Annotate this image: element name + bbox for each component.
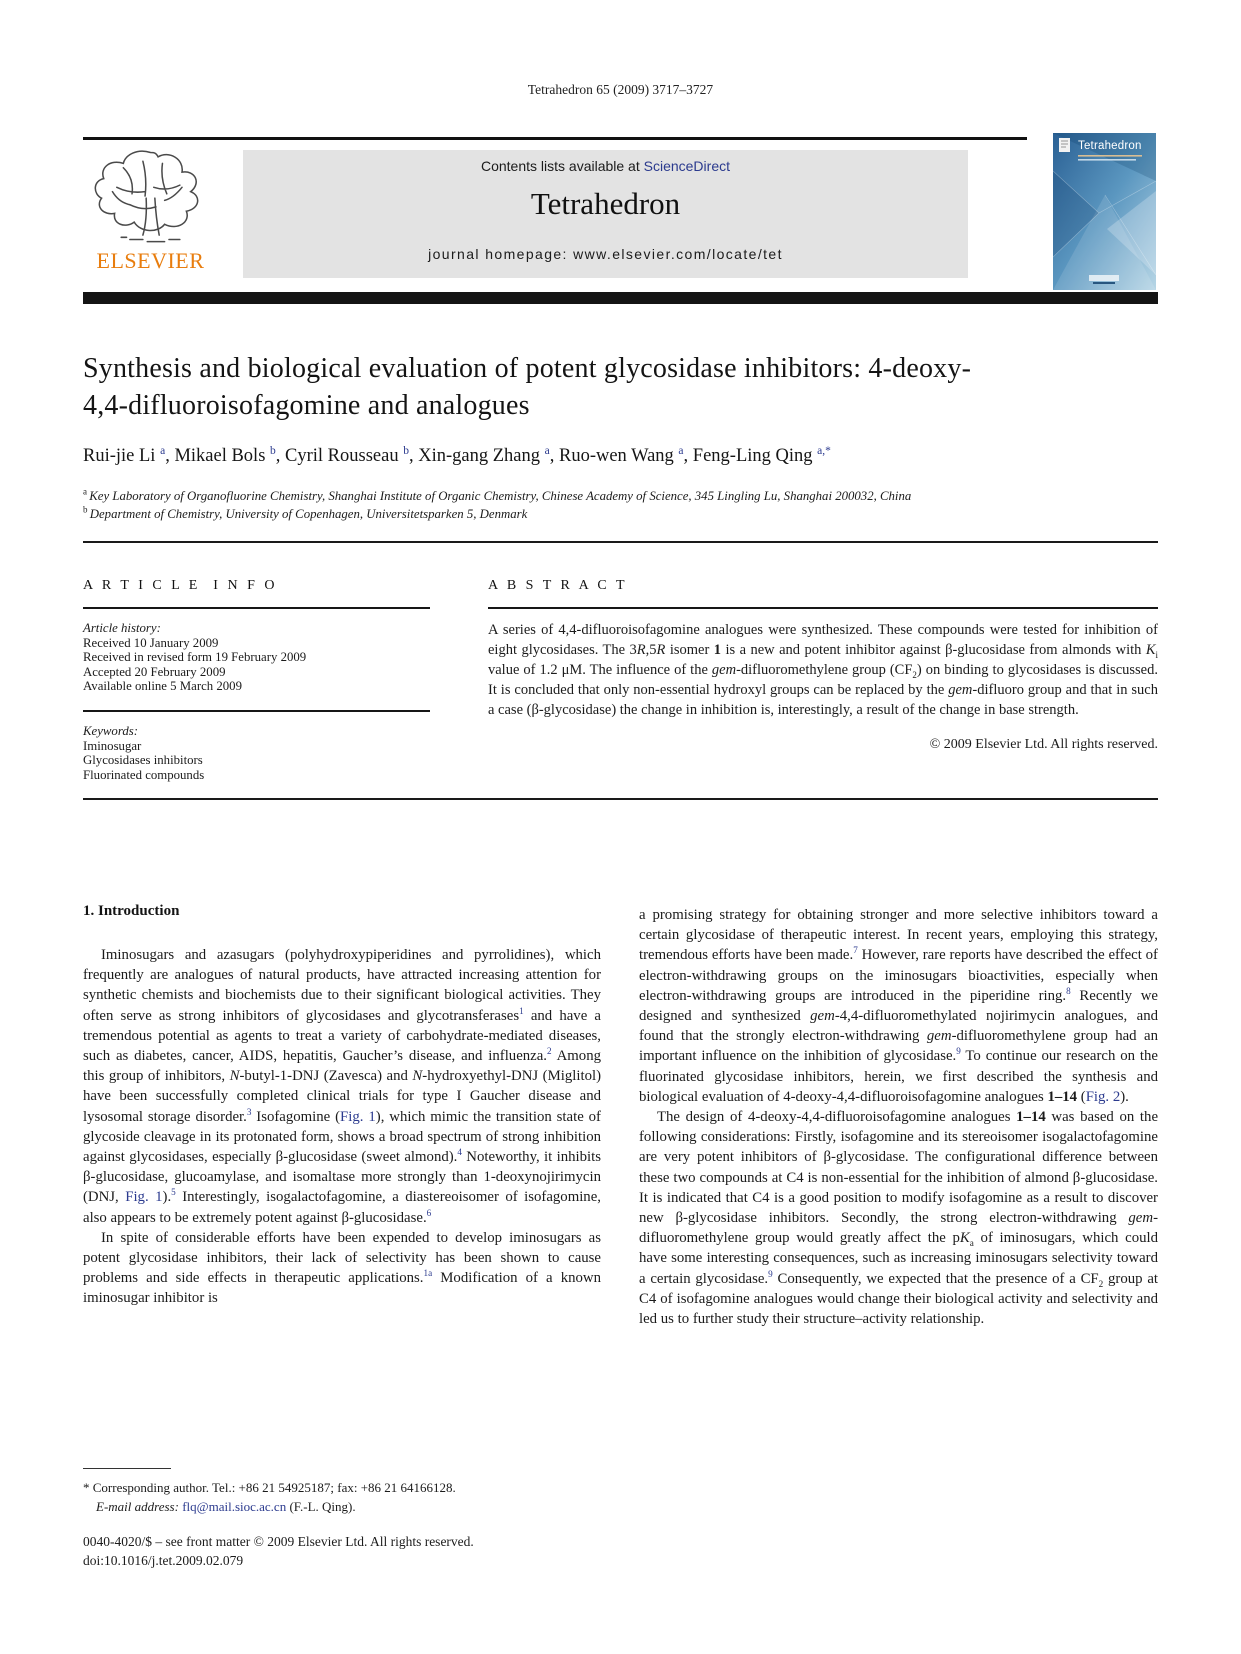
footnote-line1: * Corresponding author. Tel.: +86 21 54925187; fax: +86 21 64166128. bbox=[83, 1480, 456, 1495]
paragraph: a promising strategy for obtaining stronger and more selective inhibitors toward a certain glycosidase of therapeutic interest. In recent years, employing this strategy, tremendous efforts have been made.$^7$ However, rare reports have described the effect of electron-withdrawing groups on the iminosugars bioactivities, especially when electron-withdrawing groups are introduced in the piperidine ring.$^8$ Recently we designed and synthesized gem-4,4-difluoromethylated nojirimycin analogues, and found that the strongly electron-withdrawing gem-difluoromethylene group had an important influence on the inhibition of glycosidase.$^9$ To continue our research on the fluorinated glycosidase inhibitors, herein, we first described the synthesis and biological evaluation of 4-deoxy-4,4-difluoroisofagomine analogues 1–14 (Fig. 2). bbox=[639, 907, 1158, 1105]
homepage-prefix: journal homepage: bbox=[428, 246, 574, 262]
section-heading-introduction: 1. Introduction bbox=[83, 903, 180, 919]
elsevier-tree-icon bbox=[83, 146, 218, 246]
body-right-column bbox=[639, 905, 1158, 1329]
footnote-rule bbox=[83, 1468, 171, 1469]
affiliation-a: $^a$ Key Laboratory of Organofluorine Chemistry, Shanghai Institute of Organic Chemistry, Chinese Academy of Science, 345 Lingling Lu, Shanghai 200032, China bbox=[83, 486, 912, 503]
cover-title-label: Tetrahedron bbox=[1078, 140, 1142, 152]
journal-masthead-title: Tetrahedron bbox=[530, 186, 681, 221]
journal-citation: Tetrahedron 65 (2009) 3717–3727 bbox=[527, 82, 714, 97]
divider-below-abstract bbox=[83, 798, 1158, 800]
keywords-list bbox=[83, 739, 443, 782]
history-item: Received 10 January 2009 bbox=[83, 636, 219, 650]
email-label: E-mail address: bbox=[96, 1499, 179, 1514]
abstract-heading: A B S T R A C T bbox=[488, 578, 628, 593]
sciencedirect-link[interactable]: ScienceDirect bbox=[643, 158, 730, 174]
article-history-list bbox=[83, 636, 443, 694]
doi-line: doi:10.1016/j.tet.2009.02.079 bbox=[83, 1553, 244, 1568]
abstract-rule bbox=[488, 607, 1158, 609]
journal-cover-art bbox=[1053, 133, 1156, 290]
email-suffix: (F.-L. Qing). bbox=[286, 1499, 356, 1514]
article-title: Synthesis and biological evaluation of potent glycosidase inhibitors: 4-deoxy- 4,4-difluoroisofagomine and analogues bbox=[83, 353, 972, 421]
abstract-copyright: © 2009 Elsevier Ltd. All rights reserved. bbox=[929, 737, 1158, 752]
issn-copyright-line: 0040-4020/$ – see front matter © 2009 Elsevier Ltd. All rights reserved. bbox=[83, 1534, 474, 1549]
keyword-item: Glycosidases inhibitors bbox=[83, 753, 203, 768]
elsevier-logo-block bbox=[83, 146, 218, 276]
body-left-column bbox=[83, 945, 601, 1309]
contents-line bbox=[243, 158, 968, 174]
history-item: Available online 5 March 2009 bbox=[83, 679, 242, 694]
footnote-line2 bbox=[83, 1497, 603, 1516]
article-history-label: Article history: bbox=[83, 621, 161, 635]
masthead-top-rule bbox=[83, 137, 1027, 140]
history-item: Accepted 20 February 2009 bbox=[83, 664, 226, 679]
authors-line: Rui-jie Li $^a$, Mikael Bols $^b$, Cyril Rousseau $^b$, Xin-gang Zhang $^a$, Ruo-wen Wang $^a$, Feng-Ling Qing $^{a,*}$ bbox=[83, 444, 831, 466]
keyword-item: Iminosugar bbox=[83, 739, 142, 753]
keywords-rule bbox=[83, 710, 430, 712]
email-link[interactable]: flq@mail.sioc.ac.cn bbox=[182, 1499, 287, 1514]
history-item: Received in revised form 19 February 2009 bbox=[83, 650, 307, 665]
corresponding-author-footnote bbox=[83, 1478, 603, 1516]
keywords-label: Keywords: bbox=[83, 724, 138, 738]
divider-above-info bbox=[83, 541, 1158, 543]
homepage-line bbox=[243, 246, 968, 262]
journal-cover-thumbnail bbox=[1053, 133, 1156, 290]
affiliation-b: $^b$ Department of Chemistry, University of Copenhagen, Universitetsparken 5, Denmark bbox=[83, 504, 528, 521]
article-info-rule bbox=[83, 607, 430, 609]
contents-prefix: Contents lists available at bbox=[480, 158, 644, 174]
masthead-bottom-bar bbox=[83, 292, 1158, 304]
paragraph: The design of 4-deoxy-4,4-difluoroisofagomine analogues 1–14 was based on the following considerations: Firstly, isofagomine and its stereoisomer isogalactofagomine are very potent inhibitors of β-glycosidase. The configurational difference between these two compounds at C4 is non-essential for the inhibition of almond β-glucosidase. It is indicated that C4 is a good position to modify isofagomine as a result to discover new β-glycosidase inhibitors. Secondly, the strong electron-withdrawing gem-difluoromethylene group would greatly affect the $pK_a$ of iminosugars, which could have some interesting consequences, such as increasing iminosugars selectivity toward a certain glycosidase.$^9$ Consequently, we expected that the presence of a $CF_2$ group at C4 of isofagomine analogues would change their biological activity and selectivity and led us to further study their structure–activity relationship. bbox=[639, 1109, 1159, 1328]
article-info-heading: A R T I C L E I N F O bbox=[83, 578, 278, 593]
abstract-body: A series of 4,4-difluoroisofagomine analogues were synthesized. These compounds were tested for inhibition of eight glycosidases. The 3R,5R isomer 1 is a new and potent inhibitor against β-glucosidase from almonds with $K_i$ value of 1.2 μM. The influence of the gem-difluoromethylene group $(CF_2)$ on binding to glycosidases is discussed. It is concluded that only non-essential hydroxyl groups can be replaced by the gem-difluoro group and that in such a case (β-glycosidase) the change in inhibition is, interestingly, a result of the change in base strength. bbox=[488, 622, 1158, 718]
elsevier-wordmark: ELSEVIER bbox=[96, 248, 205, 273]
keyword-item: Fluorinated compounds bbox=[83, 767, 205, 782]
masthead-panel bbox=[243, 150, 968, 278]
homepage-url[interactable]: www.elsevier.com/locate/tet bbox=[573, 246, 783, 262]
paragraph: In spite of considerable efforts have been expended to develop iminosugars as potent glycosidase inhibitors, their lack of selectivity has been shown to cause problems and side effects in therapeutic applications.$^{1a}$ Modification of a known iminosugar inhibitor is bbox=[83, 1229, 602, 1307]
paragraph: Iminosugars and azasugars (polyhydroxypiperidines and pyrrolidines), which frequently are analogues of natural products, have attracted increasing attention for synthetic chemists and biochemists due to their significant biological activities. They often serve as strong inhibitors of glycosidases and glycotransferases$^1$ and have a tremendous potential as agents to treat a variety of carbohydrate-mediated diseases, such as diabetes, cancer, AIDS, hepatitis, Gaucher’s disease, and influenza.$^2$ Among this group of inhibitors, N-butyl-1-DNJ (Zavesca) and N-hydroxyethyl-DNJ (Miglitol) have been successfully completed clinical trials for type I Gaucher disease and lysosomal storage disorder.$^3$ Isofagomine (Fig. 1), which mimic the transition state of glycoside cleavage in its protonated form, shows a broad spectrum of strong inhibition against glycosidases, especially β-glucosidase (sweet almond).$^4$ Noteworthy, it inhibits β-glucosidase, glucoamylase, and isomaltase more strongly than 1-deoxynojirimycin (DNJ, Fig. 1).$^5$ Interestingly, isogalactofagomine, a diastereoisomer of isofagomine, also appears to be extremely potent against β-glucosidase.$^6$ bbox=[83, 947, 602, 1226]
